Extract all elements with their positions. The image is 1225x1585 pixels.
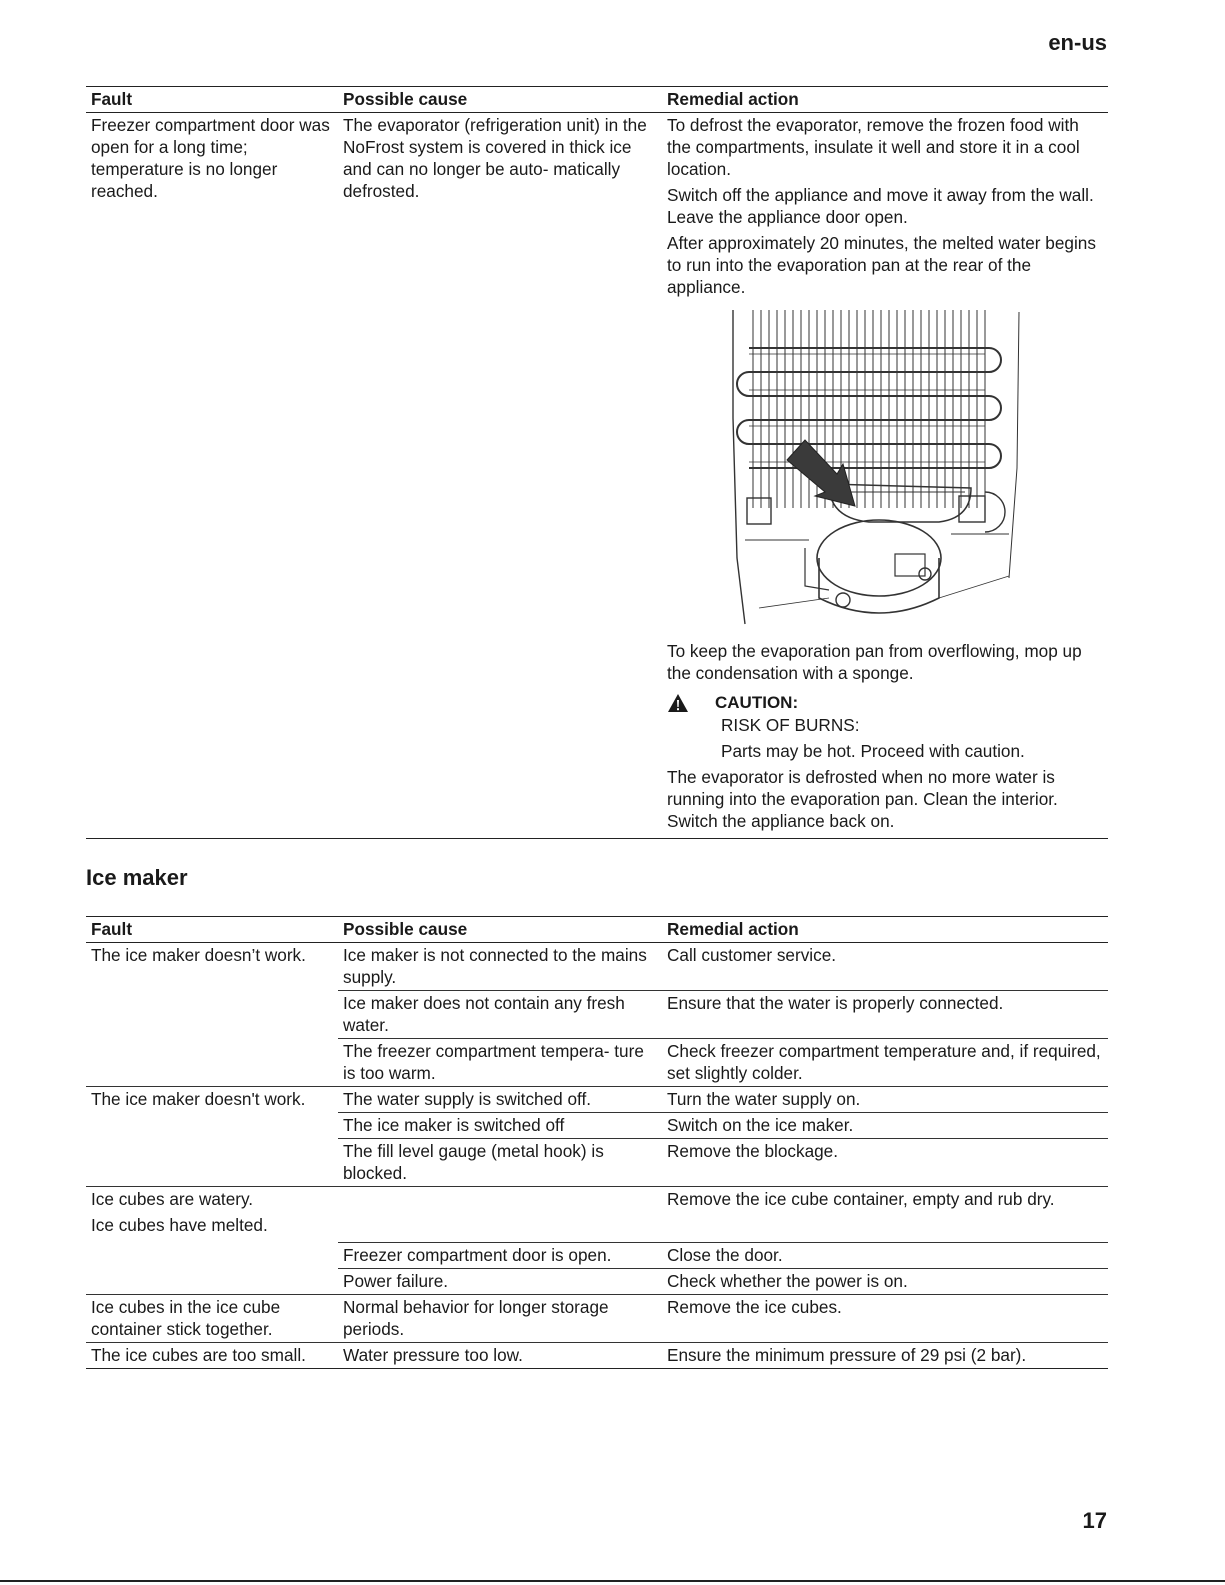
ice-maker-fault-table	[86, 916, 1108, 1369]
cause-cell: Ice maker does not contain any fresh water.	[338, 991, 662, 1039]
caution-box	[667, 692, 1104, 762]
action-cell: Turn the water supply on.	[662, 1087, 1108, 1113]
action-cell: Switch on the ice maker.	[662, 1113, 1108, 1139]
caution-label: CAUTION:	[715, 693, 799, 712]
fault-cell	[86, 991, 338, 1039]
action-step: After approximately 20 minutes, the melted water begins to run into the evaporation pan at the rear of the appliance.	[667, 233, 1096, 297]
action-cell: Remove the ice cube container, empty and rub dry.	[662, 1187, 1108, 1243]
cause-cell: Water pressure too low.	[338, 1342, 662, 1368]
table-row	[86, 1342, 1108, 1368]
table-row	[86, 1039, 1108, 1087]
caution-heading	[667, 692, 1104, 714]
cause-cell: The water supply is switched off.	[338, 1087, 662, 1113]
fault-cell	[86, 1268, 338, 1294]
table-row	[86, 1242, 1108, 1268]
action-cell: Ensure that the water is properly connected.	[662, 991, 1108, 1039]
action-cell: Close the door.	[662, 1242, 1108, 1268]
table-row	[86, 991, 1108, 1039]
table-row	[86, 1113, 1108, 1139]
table-row	[86, 1087, 1108, 1113]
action-cell: Remove the ice cubes.	[662, 1294, 1108, 1342]
final-action-text: The evaporator is defrosted when no more water is running into the evaporation pan. Clean the interior. Switch the appliance back on.	[667, 767, 1058, 831]
caution-title: RISK OF BURNS:	[721, 715, 860, 735]
fault-cell: Ice cubes in the ice cube container stick together.	[86, 1294, 338, 1342]
fault-cell: The ice maker doesn't work.	[86, 1087, 338, 1113]
column-header-cause: Possible cause	[338, 87, 662, 113]
column-header-cause: Possible cause	[338, 917, 662, 943]
table-row	[86, 1268, 1108, 1294]
cause-cell: The evaporator (refrigeration unit) in the NoFrost system is covered in thick ice and can no longer be auto- matically defrosted.	[338, 113, 662, 839]
column-header-fault: Fault	[86, 87, 338, 113]
action-cell: Check whether the power is on.	[662, 1268, 1108, 1294]
action-cell: Remove the blockage.	[662, 1139, 1108, 1187]
fault-cell	[86, 1139, 338, 1187]
action-step: Switch off the appliance and move it away from the wall. Leave the appliance door open.	[667, 185, 1094, 227]
fault-line: Ice cubes are watery.	[91, 1189, 254, 1209]
evaporator-illustration	[719, 308, 1029, 626]
cause-cell: Power failure.	[338, 1268, 662, 1294]
fault-cell	[86, 1187, 338, 1243]
table-row	[86, 1187, 1108, 1243]
fault-cell: The ice maker doesn’t work.	[91, 945, 306, 965]
fault-cell	[86, 1039, 338, 1087]
column-header-action: Remedial action	[662, 87, 1108, 113]
defrost-fault-table	[86, 86, 1108, 839]
action-cell	[662, 113, 1108, 839]
column-header-fault: Fault	[86, 917, 338, 943]
fault-cell: Freezer compartment door was open for a long time; temperature is no longer reached.	[86, 113, 338, 839]
cause-cell	[338, 1187, 662, 1243]
cause-cell: Freezer compartment door is open.	[338, 1242, 662, 1268]
caution-text: Parts may be hot. Proceed with caution.	[721, 741, 1025, 761]
section-title: Ice maker	[86, 865, 188, 890]
page-number: 17	[1082, 1508, 1107, 1533]
table-row	[86, 1139, 1108, 1187]
table-row	[86, 1294, 1108, 1342]
language-code: en-us	[1048, 30, 1107, 55]
table-row	[86, 113, 1108, 839]
cause-cell: Ice maker is not connected to the mains supply.	[343, 945, 647, 987]
cause-cell: The ice maker is switched off	[338, 1113, 662, 1139]
action-cell: Ensure the minimum pressure of 29 psi (2 bar).	[662, 1342, 1108, 1368]
fault-line: Ice cubes have melted.	[91, 1215, 268, 1235]
warning-triangle-icon	[667, 693, 689, 713]
action-step: To defrost the evaporator, remove the frozen food with the compartments, insulate it well and store it in a cool location.	[667, 115, 1080, 179]
fault-cell: The ice cubes are too small.	[86, 1342, 338, 1368]
column-header-action: Remedial action	[662, 917, 1108, 943]
action-cell: Call customer service.	[667, 945, 837, 965]
page-bottom-rule	[0, 1580, 1225, 1582]
after-figure-text: To keep the evaporation pan from overflowing, mop up the condensation with a sponge.	[667, 641, 1082, 683]
action-cell: Check freezer compartment temperature and, if required, set slightly colder.	[662, 1039, 1108, 1087]
fault-cell	[86, 1113, 338, 1139]
cause-cell: The fill level gauge (metal hook) is blocked.	[338, 1139, 662, 1187]
table-row	[86, 943, 1108, 991]
fault-cell	[86, 1242, 338, 1268]
cause-cell: Normal behavior for longer storage periods.	[338, 1294, 662, 1342]
cause-cell: The freezer compartment tempera- ture is too warm.	[338, 1039, 662, 1087]
